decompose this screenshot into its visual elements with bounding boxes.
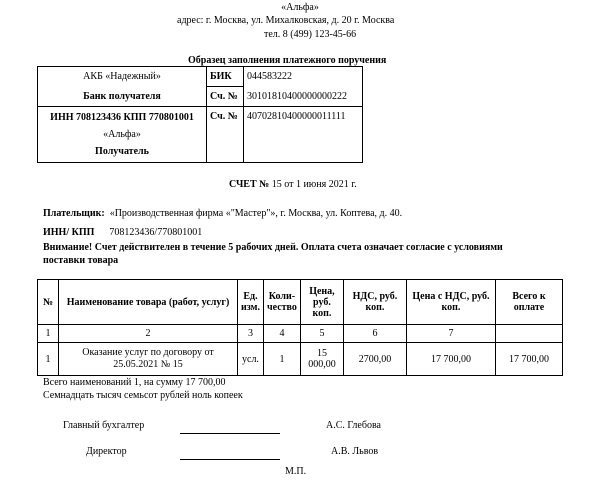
director-name: А.В. Львов (331, 446, 379, 457)
sch-value-2: 40702810400000011111 (244, 107, 363, 163)
row-vat: 2700,00 (343, 343, 406, 376)
payer-value: «Производственная фирма «"Мастер"», г. Москва, ул. Коптева, д. 40. (109, 208, 403, 219)
header-unit: Ед. изм. (238, 280, 264, 325)
row-num: 1 (38, 343, 59, 376)
column-numbers-row (38, 325, 563, 343)
payer-inn-label: ИНН/ КПП (43, 227, 95, 238)
row-unit: усл. (238, 343, 264, 376)
col-number: 4 (263, 325, 300, 343)
row-total: 17 700,00 (495, 343, 562, 376)
sch-label-1: Сч. № (207, 87, 244, 107)
bank-name: АКБ «Надежный» (38, 67, 207, 87)
header-vat: НДС, руб. коп. (343, 280, 406, 325)
company-address: адрес: г. Москва, ул. Михалковская, д. 20 г. Москва (177, 15, 395, 26)
stamp-label: М.П. (285, 466, 307, 477)
warning-line-2: поставки товара (43, 255, 119, 266)
recipient-label: Получатель (95, 146, 149, 157)
header-total: Всего к оплате (495, 280, 562, 325)
payer-inn-value: 708123436/770801001 (109, 227, 203, 238)
header-num: № (38, 280, 59, 325)
table-row (38, 343, 563, 376)
row-name: Оказание услуг по договору от 25.05.2021 № 15 (59, 343, 238, 376)
inn-kpp: ИНН 708123436 КПП 770801001 (50, 112, 194, 123)
recipient-cell (38, 107, 207, 163)
chief-accountant-signature-line (180, 433, 280, 434)
header-price: Цена, руб. коп. (300, 280, 343, 325)
payer-line (43, 208, 402, 219)
payer-label: Плательщик: (43, 208, 105, 219)
recipient-name: «Альфа» (103, 129, 141, 140)
bank-recipient-label: Банк получателя (38, 87, 207, 107)
row-price: 15 000,00 (300, 343, 343, 376)
col-number: 5 (300, 325, 343, 343)
bank-details-table (37, 66, 363, 163)
col-number: 6 (343, 325, 406, 343)
invoice-title (229, 179, 357, 190)
invoice-title-rest: 15 от 1 июня 2021 г. (269, 179, 357, 190)
company-phone: тел. 8 (499) 123-45-66 (264, 29, 357, 40)
col-number: 1 (38, 325, 59, 343)
bik-label: БИК (207, 67, 244, 87)
sch-label-2: Сч. № (207, 107, 244, 163)
header-name: Наименование товара (работ, услуг) (59, 280, 238, 325)
col-number: 7 (406, 325, 495, 343)
items-table (37, 279, 563, 376)
row-qty: 1 (263, 343, 300, 376)
header-qty: Коли-чество (263, 280, 300, 325)
chief-accountant-name: А.С. Глебова (326, 420, 381, 431)
company-name: «Альфа» (281, 2, 319, 13)
chief-accountant-label: Главный бухгалтер (63, 420, 145, 431)
bik-value: 044583222 (244, 67, 363, 87)
payer-inn-line (43, 227, 202, 238)
director-signature-line (180, 459, 280, 460)
row-price-vat: 17 700,00 (406, 343, 495, 376)
col-number: 2 (59, 325, 238, 343)
sch-value-1: 30101810400000000222 (244, 87, 363, 107)
invoice-title-bold: СЧЕТ № (229, 179, 270, 190)
director-label: Директор (86, 446, 127, 457)
summary-line-1: Всего наименований 1, на сумму 17 700,00 (43, 377, 226, 388)
summary-line-2: Семнадцать тысяч семьсот рублей ноль копеек (43, 390, 243, 401)
items-header-row (38, 280, 563, 325)
col-number-empty (495, 325, 562, 343)
warning-line-1: Внимание! Счет действителен в течение 5 рабочих дней. Оплата счета означает согласие с условиями (43, 242, 503, 253)
col-number: 3 (238, 325, 264, 343)
header-price-vat: Цена с НДС, руб. коп. (406, 280, 495, 325)
sample-title: Образец заполнения платежного поручения (188, 55, 387, 66)
